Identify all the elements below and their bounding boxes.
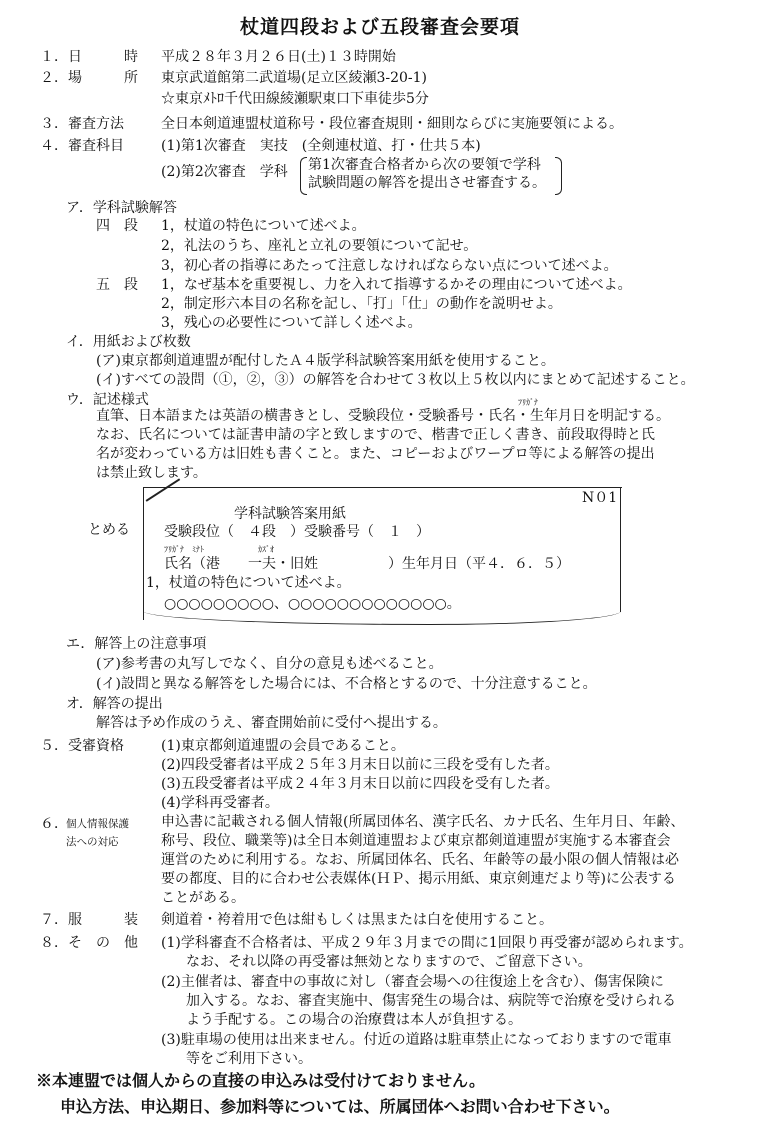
exam-u-4: は禁止致します。 [96, 465, 207, 481]
sample-furigana-sei: ﾌﾘｶﾞﾅ ﾐﾅﾄ [164, 545, 204, 554]
subject-2-note-1: 第1次審査合格者から次の要領で学科 [308, 157, 541, 173]
other-2c: よう手配する。この場合の治療費は本人が負担する。 [186, 1012, 522, 1028]
subjects-label: ４．審査科目 [40, 138, 124, 154]
rank5-question-1: 1，なぜ基本を重要視し、力を入れて指導するかその理由について述べよ。 [161, 277, 632, 293]
exam-u-3: 名が変わっている方は旧姓も書くこと。また、コピーおよびワープロ等による解答の提出 [96, 446, 655, 462]
subject-1: (1)第1次審査 実技 (全剣連杖道、打・仕共５本) [161, 138, 481, 154]
attire-value: 剣道着・袴着用で色は紺もしくは黒または白を使用すること。 [161, 912, 553, 928]
right-bracket [555, 157, 562, 195]
eligibility-3: (3)五段受審者は平成２４年３月末日以前に四段を受有した者。 [161, 776, 559, 792]
exam-u-2: なお、氏名については証書申請の字と致しますので、楷書で正しく書き、前段取得時と氏 [96, 427, 655, 443]
sample-sheet-right-edge [620, 487, 622, 612]
place-value: 東京武道館第二武道場(足立区綾瀬3-20-1) [161, 70, 428, 86]
exam-i-1: (ア)東京都剣道連盟が配付したＡ４版学科試験答案用紙を使用すること。 [96, 353, 555, 369]
rank4-label: 四 段 [96, 218, 138, 234]
sample-answer-circles: ○○○○○○○○○、○○○○○○○○○○○○○。 [164, 596, 461, 612]
sample-heading: 学科試験答案用紙 [234, 506, 346, 522]
sample-name-line: 氏名（港 一夫・旧姓 ）生年月日（平４．６．５） [164, 556, 570, 572]
other-2a: (2)主催者は、審査中の事故に対し（審査会場への往復途上を含む）、傷害保険に [161, 974, 664, 990]
privacy-number: ６． [40, 816, 68, 832]
eligibility-1: (1)東京都剣道連盟の会員であること。 [161, 738, 405, 754]
furigana-note: ﾌﾘｶﾞﾅ [518, 398, 538, 407]
eligibility-label: ５．受審資格 [40, 738, 124, 754]
method-label: ３．審査方法 [40, 116, 124, 132]
notes-e-2: (イ)設問と異なる解答をした場合には、不合格とするので、十分注意すること。 [96, 676, 597, 692]
subject-2-note-2: 試験問題の解答を提出させ審査する。 [308, 175, 546, 191]
eligibility-2: (2)四段受審者は平成２５年３月末日以前に三段を受有した者。 [161, 757, 559, 773]
privacy-line-1: 申込書に記載される個人情報(所属団体名、漢字氏名、カナ氏名、生年月日、年齢、 [161, 814, 685, 830]
privacy-label-1: 個人情報保護 [66, 818, 129, 830]
other-2b: 加入する。なお、審査実施中、傷害発生の場合は、病院等で治療を受けられる [186, 993, 676, 1009]
exam-u-heading: ウ．記述様式 [66, 392, 149, 408]
attire-label: ７．服 装 [40, 912, 138, 928]
rank4-question-3: 3，初心者の指導にあたって注意しなければならない点について述べよ。 [161, 258, 618, 274]
notes-o-1: 解答は予め作成のうえ、審査開始前に受付へ提出する。 [96, 715, 447, 731]
other-3b: 等をご利用下さい。 [186, 1051, 312, 1067]
document-title: 杖道四段および五段審査会要項 [239, 16, 520, 38]
notes-e-1: (ア)参考書の丸写しでなく、自分の意見も述べること。 [96, 656, 443, 672]
other-1a: (1)学科審査不合格者は、平成２９年３月までの間に1回限り再受審が認められます。 [161, 935, 693, 951]
sample-question: 1，杖道の特色について述べよ。 [146, 575, 351, 591]
privacy-label-2: 法への対応 [66, 836, 119, 848]
subject-2: (2)第2次審査 学科 [161, 164, 288, 180]
sample-furigana-mei: ｶｽﾞｵ [258, 545, 274, 554]
date-value: 平成２８年３月２６日(土)１３時開始 [161, 49, 396, 65]
footer-line-1: ※本連盟では個人からの直接の申込みは受付けておりません。 [36, 1071, 485, 1090]
left-bracket [300, 157, 307, 195]
footer-line-2: 申込方法、申込期日、参加料等については、所属団体へお問い合わせ下さい。 [60, 1097, 620, 1116]
exam-u-1: 直筆、日本語または英語の横書きとし、受験段位・受験番号・氏名・生年月日を明記する。 [96, 408, 670, 424]
tomeru-label: とめる [88, 522, 130, 538]
place-label: ２．場 所 [40, 70, 138, 86]
other-1b: なお、それ以降の再受審は無効となりますので、ご留意下さい。 [186, 954, 592, 970]
date-label: １．日 時 [40, 49, 138, 65]
privacy-line-4: 要の都度、目的に合わせ公表媒体(ＨＰ、掲示用紙、東京剣連だより等)に公表する [161, 871, 676, 887]
sample-number: N０1 [582, 490, 618, 506]
exam-a-heading: ア．学科試験解答 [66, 200, 177, 216]
eligibility-4: (4)学科再受審者。 [161, 795, 279, 811]
other-3a: (3)駐車場の使用は出来ません。付近の道路は駐車禁止になっておりますので電車 [161, 1032, 672, 1048]
rank4-question-1: 1，杖道の特色について述べよ。 [161, 218, 366, 234]
rank5-label: 五 段 [96, 277, 138, 293]
method-value: 全日本剣道連盟杖道称号・段位審査規則・細則ならびに実施要領による。 [161, 116, 623, 132]
privacy-line-5: ことがある。 [161, 890, 245, 906]
notes-e-heading: エ．解答上の注意事項 [66, 636, 207, 652]
exam-i-2: (イ)すべての設問（①，②，③）の解答を合わせて３枚以上５枚以内にまとめて記述すること。 [96, 372, 695, 388]
other-label: ８．そ の 他 [40, 935, 138, 951]
rank4-question-2: 2，礼法のうち、座礼と立礼の要領について記せ。 [161, 238, 478, 254]
exam-i-heading: イ．用紙および枚数 [66, 334, 191, 350]
privacy-line-3: 運営のために利用する。なお、所属団体名、氏名、年齢等の最小限の個人情報は必 [161, 852, 679, 868]
sample-rank-line: 受験段位（ ４段 ）受験番号（ １ ） [164, 524, 430, 540]
place-access: ☆東京ﾒﾄﾛ千代田線綾瀬駅東口下車徒歩5分 [161, 91, 429, 107]
notes-o-heading: オ．解答の提出 [66, 696, 163, 712]
rank5-question-3: 3，残心の必要性について詳しく述べよ。 [161, 315, 422, 331]
rank5-question-2: 2，制定形六本目の名称を記し、「打」「仕」の動作を説明せよ。 [161, 296, 562, 312]
privacy-line-2: 称号、段位、職業等)は全日本剣道連盟および東京都剣道連盟が実施する本審査会 [161, 833, 671, 849]
